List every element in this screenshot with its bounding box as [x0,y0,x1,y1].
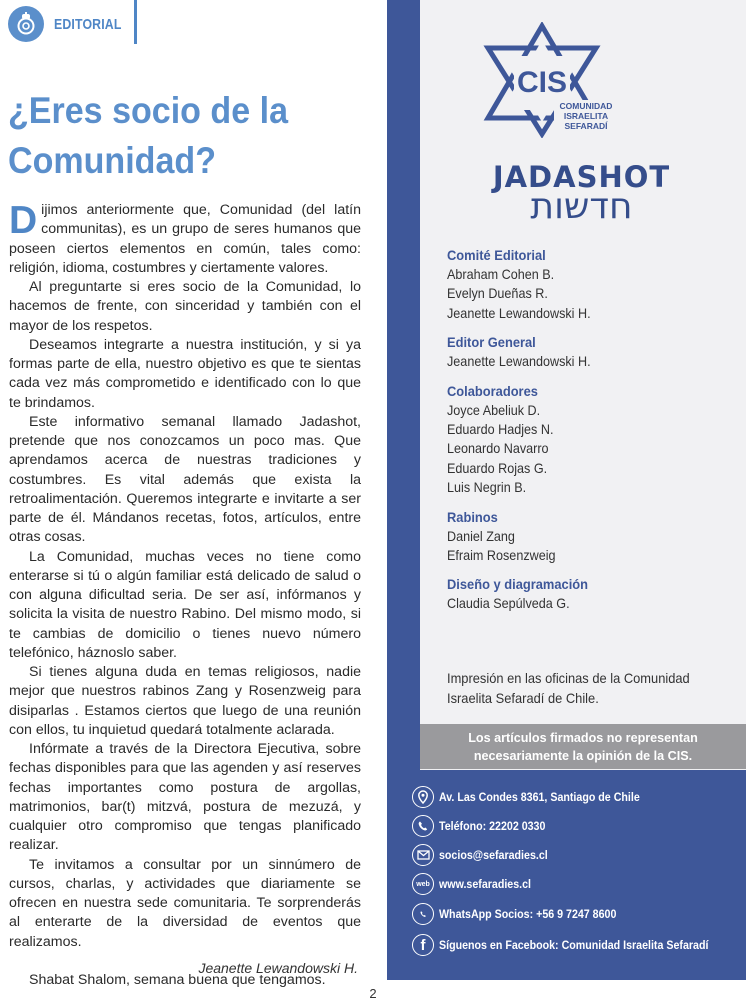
article-title: ¿Eres socio de la Comunidad? [8,90,289,181]
whatsapp-icon [412,903,434,925]
credit-name: Eduardo Hadjes N. [447,421,554,438]
logo-subtitle-line: SEFARADÍ [564,121,608,131]
section-label: EDITORIAL [54,15,122,33]
disclaimer-line: Los artículos firmados no representan [468,731,698,745]
masthead-sidebar [387,0,746,980]
article-paragraph: La Comunidad, muchas veces no tiene como enterarse si tú o algún familiar está delicado de salud o con alguna dificultad seria. De ser así, infórmanos y solicita la visita de nuestro Rabino. Del mismo modo, si te cambias de domicilio o tienes nuevo número telefónico, háznoslo saber. [9,548,361,661]
article-paragraph [9,201,361,278]
header-divider [134,0,137,44]
disclaimer-box [420,724,746,769]
contact-address [412,786,672,808]
print-note: Impresión en las oficinas de la Comunidad Israelita Sefaradí de Chile. [447,670,690,706]
credit-name: Evelyn Dueñas R. [447,285,548,302]
credit-name: Jeanette Lewandowski H. [447,304,591,321]
contact-email [412,844,565,866]
credit-name: Daniel Zang [447,527,515,544]
credit-name: Luis Negrin B. [447,479,527,496]
location-pin-icon [412,786,434,808]
credit-group [447,508,737,566]
credit-heading: Diseño y diagramación [447,576,589,593]
credit-group [447,246,737,323]
contact-panel [387,770,746,980]
section-header [8,4,136,44]
contact-facebook [412,934,746,956]
contact-text: Av. Las Condes 8361, Santiago de Chile [439,790,640,804]
credit-name: Joyce Abeliuk D. [447,401,541,418]
contact-text: WhatsApp Socios: +56 9 7247 8600 [439,907,617,921]
email-icon [412,844,434,866]
contact-website [412,873,546,895]
credit-group [447,575,737,613]
paragraph-text: ijimos anteriormente que, Comunidad (del latín communitas), es un grupo de seres humanos que poseen ciertos elementos en común, tales como: religión, idioma, costumbres y ciertamente valores. [9,202,361,276]
credit-name: Efraim Rosenzweig [447,547,556,564]
phone-icon [412,815,434,837]
closing-line: Shabat Shalom, semana buena que tengamos. [29,971,326,988]
publication-name: JADASHOT [492,160,671,194]
drop-cap: D [9,199,38,242]
facebook-icon: f [412,934,434,956]
logo-subtitle-line: ISRAELITA [563,111,609,121]
credit-heading: Colaboradores [447,382,538,399]
credit-heading: Editor General [447,334,536,351]
contact-text: Teléfono: 22202 0330 [439,819,546,833]
credit-name: Jeanette Lewandowski H. [447,353,591,370]
credit-heading: Comité Editorial [447,247,546,263]
contact-text: Síguenos en Facebook: Comunidad Israelita Sefaradí [439,938,709,952]
credit-name: Abraham Cohen B. [447,266,555,282]
cis-logo [462,22,622,138]
article-paragraph: Deseamos integrarte a nuestra institución, y si ya formas parte de ella, nuestro objetivo es que te sientas cada vez más comprometido e identificado con lo que te brindamos. [9,336,361,411]
credit-name: Claudia Sepúlveda G. [447,595,570,612]
article-paragraph: Al preguntarte si eres socio de la Comunidad, lo hacemos de frente, con sinceridad y también con el mayor de los respetos. [9,279,361,334]
credit-name: Eduardo Rojas G. [447,459,548,476]
contact-phone [412,815,563,837]
contact-whatsapp [412,903,645,925]
article-paragraph: Este informativo semanal llamado Jadashot, pretende que nos conozcamos un poco mas. Que aprendamos acerca de nuestras tradiciones y costumbres. Es vital además que exista la retroalimentación. Queremos integrarte e invitarte a ser parte de él. Mándanos recetas, fotos, artículos, entre otras cosas. [9,413,361,546]
contact-text: www.sefaradies.cl [439,877,532,891]
article-paragraph: Infórmate a través de la Directora Ejecutiva, sobre fechas disponibles para que las agenden y así reserves fechas importantes como postura de argollas, matrimonios, bar(t) mitzvá, postura de mezuzá, y cualquier otro compromiso que tengas planificado realizar. [9,741,361,854]
article-paragraph: Te invitamos a consultar por un sinnúmero de cursos, charlas, y actividades que diariamente se ofrecen en nuestra sede comunitaria. Te sorprenderás al enterarte de la diversidad de eventos que realizamos. [9,856,361,950]
publication-name-hebrew: חדשות [530,186,633,227]
credit-heading: Rabinos [447,508,498,525]
credit-name: Leonardo Navarro [447,440,549,457]
credit-group [447,333,737,371]
contact-text: socios@sefaradies.cl [439,848,548,862]
page-number: 2 [369,986,377,1001]
article-paragraph: Si tienes alguna duda en temas religiosos, nadie mejor que nuestros rabinos Zang y Rosenzweig para disiparlas . Estamos ciertos que luego de una reunión con ellos, tu inquietud quedará totalmente aclarada. [9,664,361,738]
credits-list [447,246,737,624]
article-body [9,201,361,990]
logo-subtitle-line: COMUNIDAD [559,101,613,111]
disclaimer-line: necesariamente la opinión de la CIS. [473,749,693,763]
author-signature: Jeanette Lewandowski H. [198,960,358,976]
logo-text: CIS [516,66,568,99]
grogger-icon [8,6,44,42]
credit-group [447,382,737,498]
web-icon: web [412,873,434,895]
